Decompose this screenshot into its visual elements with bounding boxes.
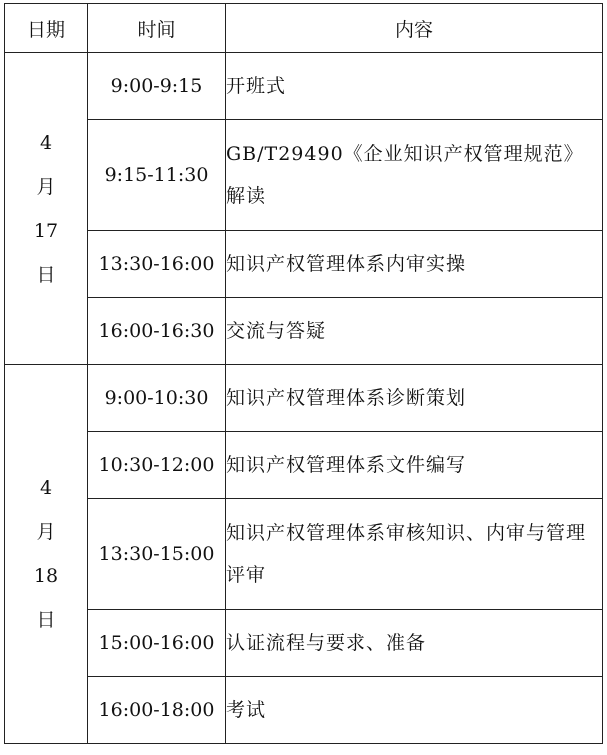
schedule-table xyxy=(4,3,603,744)
content-cell: GB/T29490《企业知识产权管理规范》解读 xyxy=(226,120,603,231)
content-cell: 开班式 xyxy=(226,53,603,120)
date-day: 17 xyxy=(33,219,59,242)
content-cell: 知识产权管理体系文件编写 xyxy=(226,432,603,499)
time-cell: 10:30-12:00 xyxy=(88,432,226,499)
date-day: 18 xyxy=(33,565,59,587)
date-month-unit: 月 xyxy=(36,521,56,543)
date-cell-day1 xyxy=(5,53,88,365)
date-month-unit: 月 xyxy=(36,175,56,198)
time-cell: 9:15-11:30 xyxy=(88,120,226,231)
table-row xyxy=(5,231,603,298)
content-cell: 知识产权管理体系内审实操 xyxy=(226,231,603,298)
time-cell: 9:00-10:30 xyxy=(88,365,226,432)
content-cell: 知识产权管理体系诊断策划 xyxy=(226,365,603,432)
table-row xyxy=(5,499,603,610)
table-row xyxy=(5,120,603,231)
table-row xyxy=(5,53,603,120)
date-month: 4 xyxy=(39,131,53,154)
date-day-unit: 日 xyxy=(36,609,56,631)
time-cell: 13:30-15:00 xyxy=(88,499,226,610)
date-month: 4 xyxy=(39,477,53,499)
header-row xyxy=(5,4,603,53)
content-cell: 知识产权管理体系审核知识、内审与管理评审 xyxy=(226,499,603,610)
time-cell: 16:00-18:00 xyxy=(88,677,226,744)
schedule-document xyxy=(4,3,602,744)
table-row xyxy=(5,365,603,432)
time-cell: 13:30-16:00 xyxy=(88,231,226,298)
time-cell: 15:00-16:00 xyxy=(88,610,226,677)
date-day-unit: 日 xyxy=(36,263,56,286)
table-row xyxy=(5,677,603,744)
date-cell-day2 xyxy=(5,365,88,744)
content-cell: 交流与答疑 xyxy=(226,298,603,365)
header-time: 时间 xyxy=(88,4,226,53)
table-row xyxy=(5,432,603,499)
content-cell: 考试 xyxy=(226,677,603,744)
time-cell: 16:00-16:30 xyxy=(88,298,226,365)
time-cell: 9:00-9:15 xyxy=(88,53,226,120)
content-cell: 认证流程与要求、准备 xyxy=(226,610,603,677)
table-row xyxy=(5,298,603,365)
table-row xyxy=(5,610,603,677)
header-date: 日期 xyxy=(5,4,88,53)
header-content: 内容 xyxy=(226,4,603,53)
